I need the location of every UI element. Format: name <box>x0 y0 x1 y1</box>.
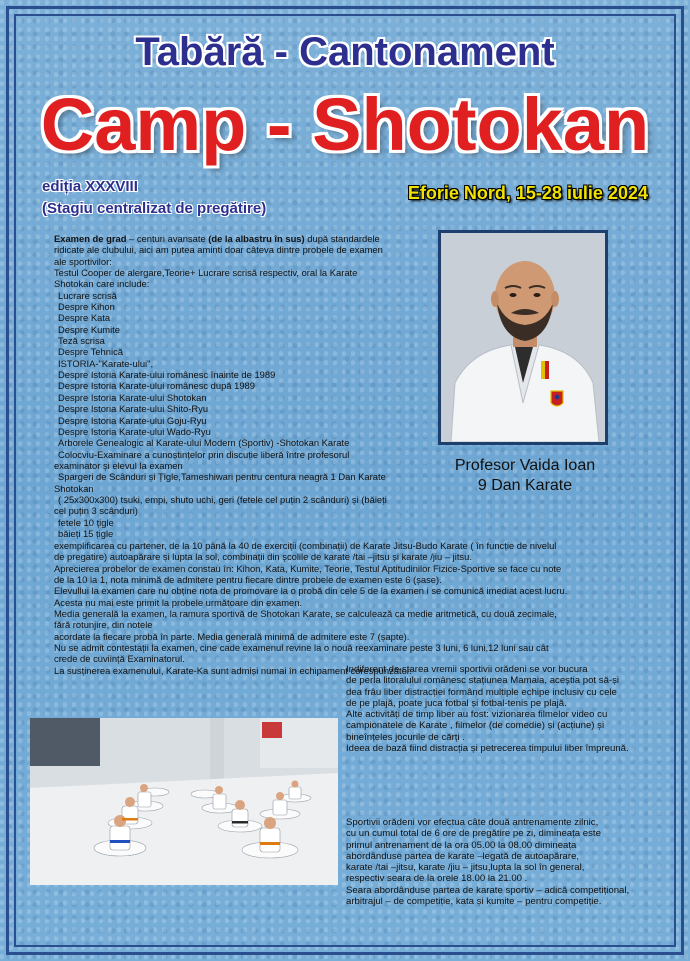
exam-list-item: Despre Kata <box>58 312 111 324</box>
exam-belt-range: (de la albastru în sus) <box>208 233 305 244</box>
exam-list-item: băieți 15 țigle <box>58 527 114 539</box>
exam-list-item: Despre Kihon <box>58 301 115 313</box>
exam-intro-line <box>54 233 426 244</box>
professor-rank: 9 Dan Karate <box>477 477 573 494</box>
exam-rule-line: Elevullui la examen care nu obține nota de promovare la o probă din cele 5 de la examen i se comunică imediat acest lucru. <box>54 585 568 597</box>
training-line: arbitrajul – de competiție, kata și kumite – pentru competiție. <box>346 896 602 908</box>
exam-list-item: Despre Istoria Karate-ului românesc după 1989 <box>58 380 255 392</box>
exam-line: examinator și elevul la examen <box>54 459 183 471</box>
exam-heading: Examen de grad <box>54 233 127 244</box>
exam-list-item: Despre Istoria Karate-ului Wado-Ryu <box>58 425 211 437</box>
exam-rule-line: Acesta nu mai este primit la probele următoare din examen. <box>54 596 303 608</box>
exam-list-item: fetele 10 țigle <box>58 516 114 528</box>
stagiu-label: (Stagiu centralizat de pregătire) <box>42 200 267 217</box>
training-line: abordânduse partea de karate –legată de autoapărare, <box>346 850 580 862</box>
exam-rule-line: Nu se admit contestații la examen, cine cade examenul revine la o nouă reexaminare peste 3 luni, 6 luni,12 luni sau cât <box>54 642 549 654</box>
exam-rule-line: Aprecierea probelor de examen constau în: Kihon, Kata, Kumite, Teorie, Testul Aptitudinilor Fizice-Sportive se face cu note <box>54 562 562 574</box>
exam-list-item: Despre Istoria Karate-ului Goju-Ryu <box>58 414 207 426</box>
exam-rule-line: de pregatire) autoapărare și lupta la sol, combinații din școlile de karate /tai –jitsu și karate /jiu – jitsu. <box>54 551 472 563</box>
exam-list-item: Despre Tehnică <box>58 346 123 358</box>
exam-description <box>54 233 426 539</box>
location-dates: Eforie Nord, 15-28 iulie 2024 <box>407 183 648 203</box>
exam-intro-text: – centuri avansate <box>126 233 209 244</box>
exam-list-item: Arborele Genealogic al Karate-ului Modern (Sportiv) -Shotokan Karate <box>58 437 350 449</box>
leisure-line: de perla litoralului românesc stațiunea Mamaia, aceștia pot să-și <box>346 675 620 687</box>
exam-intro-text-2: după standardele <box>304 233 380 244</box>
exam-line: Shotokan <box>54 482 94 494</box>
training-hall-illustration <box>30 718 338 885</box>
exam-line: Testul Cooper de alergare,Teorie+ Lucrare scrisă respectiv, oral la Karate <box>54 267 358 279</box>
training-line: Sportivii orădeni vor efectua câte două antrenamente zilnic, <box>346 817 599 828</box>
training-line: karate /tai –jitsu, karate /jiu – jitsu,lupta la sol în general, <box>346 862 585 874</box>
exam-rule-line: Media generală la examen, la ramura sportivă de Shotokan Karate, se calculează ca medie aritmetică, cu două zecimale, <box>54 608 557 620</box>
title-top: Tabără - Cantonament <box>135 30 555 74</box>
exam-rule-line: crede de cuviință Examinatorul. <box>54 653 185 665</box>
leisure-line: Ideea de bază fiind distracția și petrecerea timpului liber împreună. <box>346 743 629 755</box>
exam-list-item: ( 25x300x300) tsuki, empi, shuto uchi, geri (fetele cel puțin 2 scânduri) și (băieți <box>58 493 387 505</box>
exam-line: cel puțin 3 scânduri) <box>54 505 138 517</box>
exam-list-item: Despre Istoria Karate-ului Shito-Ryu <box>58 403 209 415</box>
exam-rules <box>54 540 624 676</box>
exam-list-item: Spargeri de Scânduri și Țigle,Tameshiwari pentru centura neagră 1 Dan Karate <box>58 471 386 483</box>
exam-list-item: Colocviu-Examinare a cunoștințelor prin discuție liberă între profesorul <box>58 448 350 460</box>
leisure-line: Indiferent de starea vremii sportivii orădeni se vor bucura <box>346 664 588 675</box>
leisure-line: dea frâu liber distracției formând multiple echipe inclusiv cu cele <box>346 686 617 698</box>
exam-rule-line: exemplificarea cu partener, de la 10 până la 40 de exerciții (combinații) de Karate Jitsu-Budo Karate ( în funcție de nivelul <box>54 540 557 551</box>
exam-rule-line: La susținerea examenului, Karate-Ka sunt admiși numai în echipament corespunzător. <box>54 664 413 676</box>
professor-name: Profesor Vaida Ioan <box>454 457 596 474</box>
edition-label: ediția XXXVIII <box>42 178 138 195</box>
exam-rule-line: fără rotunjire, din notele <box>54 619 153 631</box>
leisure-line: bineînțeles jocurile de cărți . <box>346 731 465 743</box>
exam-rule-line: acordate la fiecare probă în parte. Media generală minimă de admitere este 7 (șapte). <box>54 630 410 642</box>
exam-list-item: Despre Kumite <box>58 323 121 335</box>
training-line: primul antrenament de la ora 05.00 la 08.00 dimineața <box>346 839 577 851</box>
professor-caption <box>420 456 630 496</box>
exam-line: ridicate ale clubului, aici am putea aminti doar câteva dintre probele de examen <box>54 244 383 256</box>
training-paragraph <box>346 817 676 907</box>
exam-list-item: ISTORIA-"Karate-ului", <box>58 357 154 369</box>
exam-list-item: Teză scrisa <box>58 335 105 347</box>
exam-list-item: Despre Istoria Karate-ului românesc înainte de 1989 <box>58 369 276 381</box>
professor-photo <box>438 230 608 445</box>
training-group-photo <box>30 718 338 885</box>
exam-rule-line: de la 10 la 1, nota minimă de admitere pentru fiecare dintre probele de examen este 6 (șase). <box>54 574 442 586</box>
title-main: Camp - Shotokan <box>40 83 650 166</box>
training-line: respectiv seara de la orele 18.00 la 21.00 . <box>346 873 528 885</box>
training-line: cu un cumul total de 6 ore de pregătire pe zi, dimineața este <box>346 828 601 840</box>
exam-list-item: Lucrare scrisă <box>58 289 117 301</box>
leisure-paragraph <box>346 664 676 754</box>
leisure-line: campionatele de Karate , filmelor (de comedie) și (acțiune) și <box>346 720 605 732</box>
training-line: Seara abordânduse partea de karate sportiv – adică competițional, <box>346 884 630 896</box>
leisure-line: Alte activități de timp liber au fost: vizionarea filmelor video cu <box>346 709 608 721</box>
exam-line: Shotokan care include: <box>54 278 150 290</box>
professor-portrait-illustration <box>441 233 605 442</box>
leisure-line: de pe plajă, poate juca fotbal și fotbal-tenis pe plajă. <box>346 697 567 709</box>
exam-list-item: Despre Istoria Karate-ului Shotokan <box>58 391 207 403</box>
exam-line: ale sportivilor: <box>54 255 112 267</box>
